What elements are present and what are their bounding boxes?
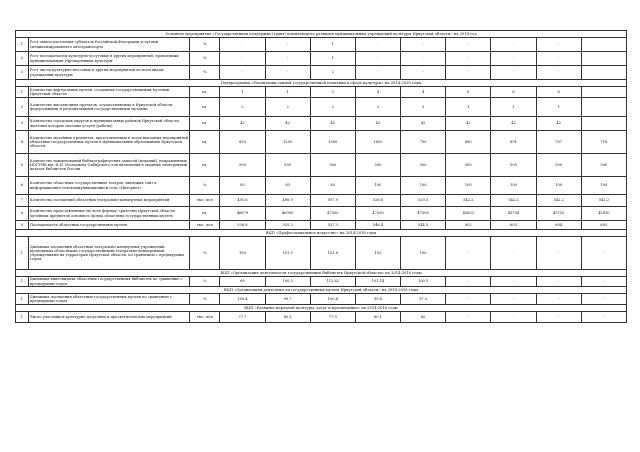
value-cell: 46879 (220, 207, 265, 221)
value-cell: 3 (310, 87, 355, 98)
value-cell: 47500 (401, 207, 446, 221)
value-cell: 3 (355, 98, 400, 117)
indicator-name: Количество областных государственных театров, имеющих сайт в информационно-телекоммуникационной сети «Интернет» (28, 177, 189, 195)
value-cell: 101.8 (310, 237, 355, 270)
section-title: ВЦП «Развитие народной культуры, досуг и просвещение» на 2014-2016 годы (16, 305, 627, 312)
value-cell: - (446, 66, 491, 80)
row-number: 1 (16, 277, 29, 287)
value-cell: 42 (491, 117, 536, 131)
row-number: 1 (16, 312, 29, 323)
row-number: 1 (16, 237, 29, 270)
indicator-name: Количество виртуальных музеев, созданных государственными музеями Иркутской области (28, 87, 189, 98)
value-cell: 536.8 (220, 221, 265, 230)
value-cell: - (581, 294, 626, 305)
value-cell: 500 (536, 154, 581, 177)
value-cell: 526.8 (355, 195, 400, 207)
value-cell: - (220, 38, 265, 52)
section-header-row (16, 270, 627, 277)
value-cell: 45755 (536, 207, 581, 221)
value-cell: 42 (265, 117, 310, 131)
table-row (16, 117, 627, 131)
row-number: 2 (16, 52, 29, 66)
value-cell: 42 (310, 117, 355, 131)
value-cell: - (401, 38, 446, 52)
table-row (16, 66, 627, 80)
value-cell: 2 (310, 66, 355, 80)
value-cell: 80.3 (265, 312, 310, 323)
value-cell: 680 (446, 131, 491, 154)
indicator-name: Посещаемость областных государственных музеев (28, 221, 189, 230)
value-cell: 45704 (491, 207, 536, 221)
value-cell: 2 (310, 98, 355, 117)
value-cell: 500 (265, 154, 310, 177)
value-cell: 46900 (265, 207, 310, 221)
row-number: 7 (16, 195, 29, 207)
row-number: 1 (16, 87, 29, 98)
value-cell: 42 (355, 117, 400, 131)
value-cell: - (536, 66, 581, 80)
value-cell: 99.4 (355, 294, 400, 305)
value-cell: 542.2 (581, 195, 626, 207)
value-cell: 42 (536, 117, 581, 131)
row-number: 1 (16, 38, 29, 52)
value-cell: 707 (536, 131, 581, 154)
value-cell: 101.5 (265, 237, 310, 270)
value-cell: 544.5 (401, 221, 446, 230)
indicator-name: Динамика посещения областных государственных музеев по сравнению с предыдущим годом (28, 294, 189, 305)
value-cell: - (536, 52, 581, 66)
unit-cell: тыс. чел (190, 312, 220, 323)
unit-cell: % (190, 38, 220, 52)
unit-cell: % (190, 237, 220, 270)
value-cell: 500 (581, 154, 626, 177)
value-cell: 546.4 (355, 221, 400, 230)
value-cell: - (581, 277, 626, 287)
value-cell: - (265, 38, 310, 52)
value-cell: 100 (581, 177, 626, 195)
value-cell: 500 (355, 154, 400, 177)
value-cell: 2 (220, 98, 265, 117)
value-cell: 100.5 (401, 277, 446, 287)
value-cell: - (536, 277, 581, 287)
value-cell: - (446, 237, 491, 270)
value-cell: 6 (536, 87, 581, 98)
value-cell: - (355, 66, 400, 80)
indicator-name: Рост посещаемости культурно-досуговых и других мероприятий, проводимых муниципальными учреждениями культуры (28, 52, 189, 66)
value-cell: 97.3 (401, 294, 446, 305)
value-cell: - (265, 66, 310, 80)
value-cell: 542.2 (536, 195, 581, 207)
row-number: 2 (16, 98, 29, 117)
unit-cell: % (190, 66, 220, 80)
section-header-row (16, 80, 627, 87)
value-cell: 1200 (265, 131, 310, 154)
section-title: Подпрограмма «Реализация единой государственной политики в сфере культуры» на 2014-2020 годы (16, 80, 627, 87)
table-row (16, 154, 627, 177)
value-cell: 1 (310, 38, 355, 52)
value-cell (581, 52, 626, 66)
value-cell: 500 (401, 154, 446, 177)
value-cell: - (491, 237, 536, 270)
indicator-name: Число участников культурно-досуговых и просветительских мероприятий (28, 312, 189, 323)
value-cell (581, 38, 626, 52)
value-cell: 750 (401, 131, 446, 154)
value-cell: 537.3 (310, 221, 355, 230)
row-number: 9 (16, 221, 29, 230)
value-cell: - (491, 312, 536, 323)
indicator-name: Динамика посещений областных театрально-концертных учреждений, проводимых областными государственными театрально-концертными учреждениями на территории Иркутской области, по сравнению с предыдущим годом (28, 237, 189, 270)
section-title: ВЦП «Организация деятельности государственных музеев Иркутской области» на 2014-2016 годы (16, 287, 627, 294)
value-cell: 2 (265, 98, 310, 117)
row-number: 5 (16, 154, 29, 177)
value-cell: - (536, 237, 581, 270)
table-row (16, 277, 627, 287)
value-cell: - (491, 66, 536, 80)
table-row (16, 38, 627, 52)
table-row (16, 52, 627, 66)
unit-cell: ед. (190, 87, 220, 98)
value-cell: 850 (220, 131, 265, 154)
value-cell: - (536, 312, 581, 323)
value-cell: 491.6 (220, 195, 265, 207)
value-cell: 1 (446, 98, 491, 117)
indicator-name: Количество наименований библиографических записей (изданий), направленных ИОГУНБ им. И.И. Молчанова-Сибирского для включения в сводный электронный каталог библиотек России (28, 154, 189, 177)
value-cell: 45810 (581, 207, 626, 221)
section-title: Основное мероприятие «Государственная поддержка (грант) комплексного развития муниципальных учреждений культуры Иркутской области» на 2014 год (16, 31, 627, 38)
value-cell: - (355, 38, 400, 52)
value-cell (581, 66, 626, 80)
value-cell: 77.7 (220, 312, 265, 323)
value-cell: 83 (220, 177, 265, 195)
value-cell: 100 (491, 177, 536, 195)
value-cell: 4 (401, 87, 446, 98)
section-header-row (16, 31, 627, 38)
value-cell: 1800 (355, 131, 400, 154)
value-cell: - (446, 277, 491, 287)
value-cell: 80.1 (355, 312, 400, 323)
table-row (16, 221, 627, 230)
value-cell: 1 (536, 98, 581, 117)
indicator-name: Количество музейных предметов, представленных в залах выездных мероприятий областных государственных музеев в муниципальных образованиях Иркутской области (28, 131, 189, 154)
value-cell: 605 (581, 221, 626, 230)
table-row (16, 98, 627, 117)
section-header-row (16, 287, 627, 294)
indicator-name: Рост числа культурно-массовых и других мероприятий по всем видам учреждений культуры (28, 66, 189, 80)
value-cell: 718 (581, 131, 626, 154)
unit-cell: ед. (190, 98, 220, 117)
table-row (16, 131, 627, 154)
value-cell: - (536, 294, 581, 305)
table-row (16, 87, 627, 98)
value-cell: 100 (446, 177, 491, 195)
value-cell: 500 (491, 154, 536, 177)
value-cell: - (446, 312, 491, 323)
value-cell: 1 (310, 52, 355, 66)
value-cell: 6 (491, 87, 536, 98)
row-number: 8 (16, 207, 29, 221)
value-cell: - (536, 38, 581, 52)
value-cell: 85 (401, 312, 446, 323)
value-cell: 507.9 (310, 195, 355, 207)
value-cell: 602 (446, 221, 491, 230)
value-cell: - (446, 38, 491, 52)
value-cell: 100 (401, 177, 446, 195)
indicator-table (15, 30, 627, 323)
value-cell: - (265, 52, 310, 66)
value-cell: 3 (401, 98, 446, 117)
value-cell: 100.4 (220, 294, 265, 305)
section-title: ВЦП «Организация деятельности государственных библиотек Иркутской области» на 2014-2016 годы (16, 270, 627, 277)
value-cell: 603 (491, 221, 536, 230)
value-cell: 542.2 (491, 195, 536, 207)
value-cell: 101.14 (355, 277, 400, 287)
unit-cell: тыс. чел (190, 221, 220, 230)
value-cell: 100 (355, 177, 400, 195)
indicator-name: Количество представленных (во всех формах) зрителям Иркутской области музейных предметов основного фонда областных государственных музеев (28, 207, 189, 221)
value-cell: 500 (310, 154, 355, 177)
value-cell: - (220, 52, 265, 66)
value-cell: - (446, 52, 491, 66)
value-cell: 1500 (310, 131, 355, 154)
value-cell: - (491, 38, 536, 52)
value-cell: 604 (536, 221, 581, 230)
indicator-name: Рост охвата населения субъектов Российской Федерации услугами специализированного автотранспорта (28, 38, 189, 52)
value-cell: 691 (491, 131, 536, 154)
value-cell: 45632 (446, 207, 491, 221)
unit-cell: % (190, 294, 220, 305)
value-cell: 112.62 (310, 277, 355, 287)
value-cell: 500 (446, 154, 491, 177)
value-cell: 77.9 (310, 312, 355, 323)
value-cell: - (581, 237, 626, 270)
value-cell: - (491, 294, 536, 305)
value-cell: 42 (446, 117, 491, 131)
value-cell: 100 (536, 177, 581, 195)
value-cell: 99.7 (265, 294, 310, 305)
section-header-row (16, 305, 627, 312)
value-cell: 100 (220, 237, 265, 270)
value-cell: 1 (220, 87, 265, 98)
value-cell: 42 (220, 117, 265, 131)
value-cell: - (401, 52, 446, 66)
row-number: 6 (16, 177, 29, 195)
value-cell: 42 (401, 117, 446, 131)
unit-cell: % (190, 52, 220, 66)
row-number: 4 (16, 131, 29, 154)
value-cell: - (581, 312, 626, 323)
value-cell: 102 (355, 237, 400, 270)
value-cell: 535.2 (265, 221, 310, 230)
indicator-table-sheet (15, 30, 627, 323)
section-header-row (16, 230, 627, 237)
section-title: ВЦП «Профессиональное искусство» на 2014-2016 годы (16, 230, 627, 237)
row-number: 1 (16, 294, 29, 305)
unit-cell: ед. (190, 154, 220, 177)
table-row (16, 294, 627, 305)
value-cell: - (446, 294, 491, 305)
row-number: 3 (16, 66, 29, 80)
value-cell: 83 (265, 177, 310, 195)
value-cell: - (401, 66, 446, 80)
value-cell: 100.4 (310, 294, 355, 305)
unit-cell: ед. (190, 131, 220, 154)
table-row (16, 237, 627, 270)
row-number: 3 (16, 117, 29, 131)
table-row (16, 195, 627, 207)
value-cell (581, 117, 626, 131)
value-cell: - (220, 66, 265, 80)
value-cell: - (355, 52, 400, 66)
indicator-name: Количество посещений областных театрально-концертных мероприятий (28, 195, 189, 207)
value-cell: 100 (401, 237, 446, 270)
table-row (16, 207, 627, 221)
value-cell: 6 (446, 87, 491, 98)
value-cell: 498.9 (265, 195, 310, 207)
table-row (16, 312, 627, 323)
unit-cell: % (190, 277, 220, 287)
value-cell (581, 87, 626, 98)
value-cell: 47500 (355, 207, 400, 221)
value-cell: 1 (265, 87, 310, 98)
value-cell: 1 (491, 98, 536, 117)
value-cell: 542.2 (446, 195, 491, 207)
value-cell: 500 (220, 154, 265, 177)
value-cell: 69 (220, 277, 265, 287)
value-cell: - (491, 52, 536, 66)
unit-cell: ед. (190, 117, 220, 131)
table-row (16, 177, 627, 195)
indicator-name: Количество выставочных проектов, осуществляемых в Иркутской области федеральными и региональными государственными музеями (28, 98, 189, 117)
value-cell: 100.3 (265, 277, 310, 287)
indicator-table-body (16, 31, 627, 323)
value-cell (581, 98, 626, 117)
indicator-name: Динамика книговыдачи областных государственных библиотек по сравнению с предыдущим годом (28, 277, 189, 287)
value-cell: - (491, 277, 536, 287)
value-cell: 529.5 (401, 195, 446, 207)
unit-cell: тыс. чел (190, 195, 220, 207)
value-cell: 47000 (310, 207, 355, 221)
value-cell: 83 (310, 177, 355, 195)
value-cell: 4 (355, 87, 400, 98)
unit-cell: ед. (190, 207, 220, 221)
indicator-name: Количество городских округов и муниципальных районов Иркутской области, жителям которых оказаны услуги (работы) (28, 117, 189, 131)
unit-cell: % (190, 177, 220, 195)
